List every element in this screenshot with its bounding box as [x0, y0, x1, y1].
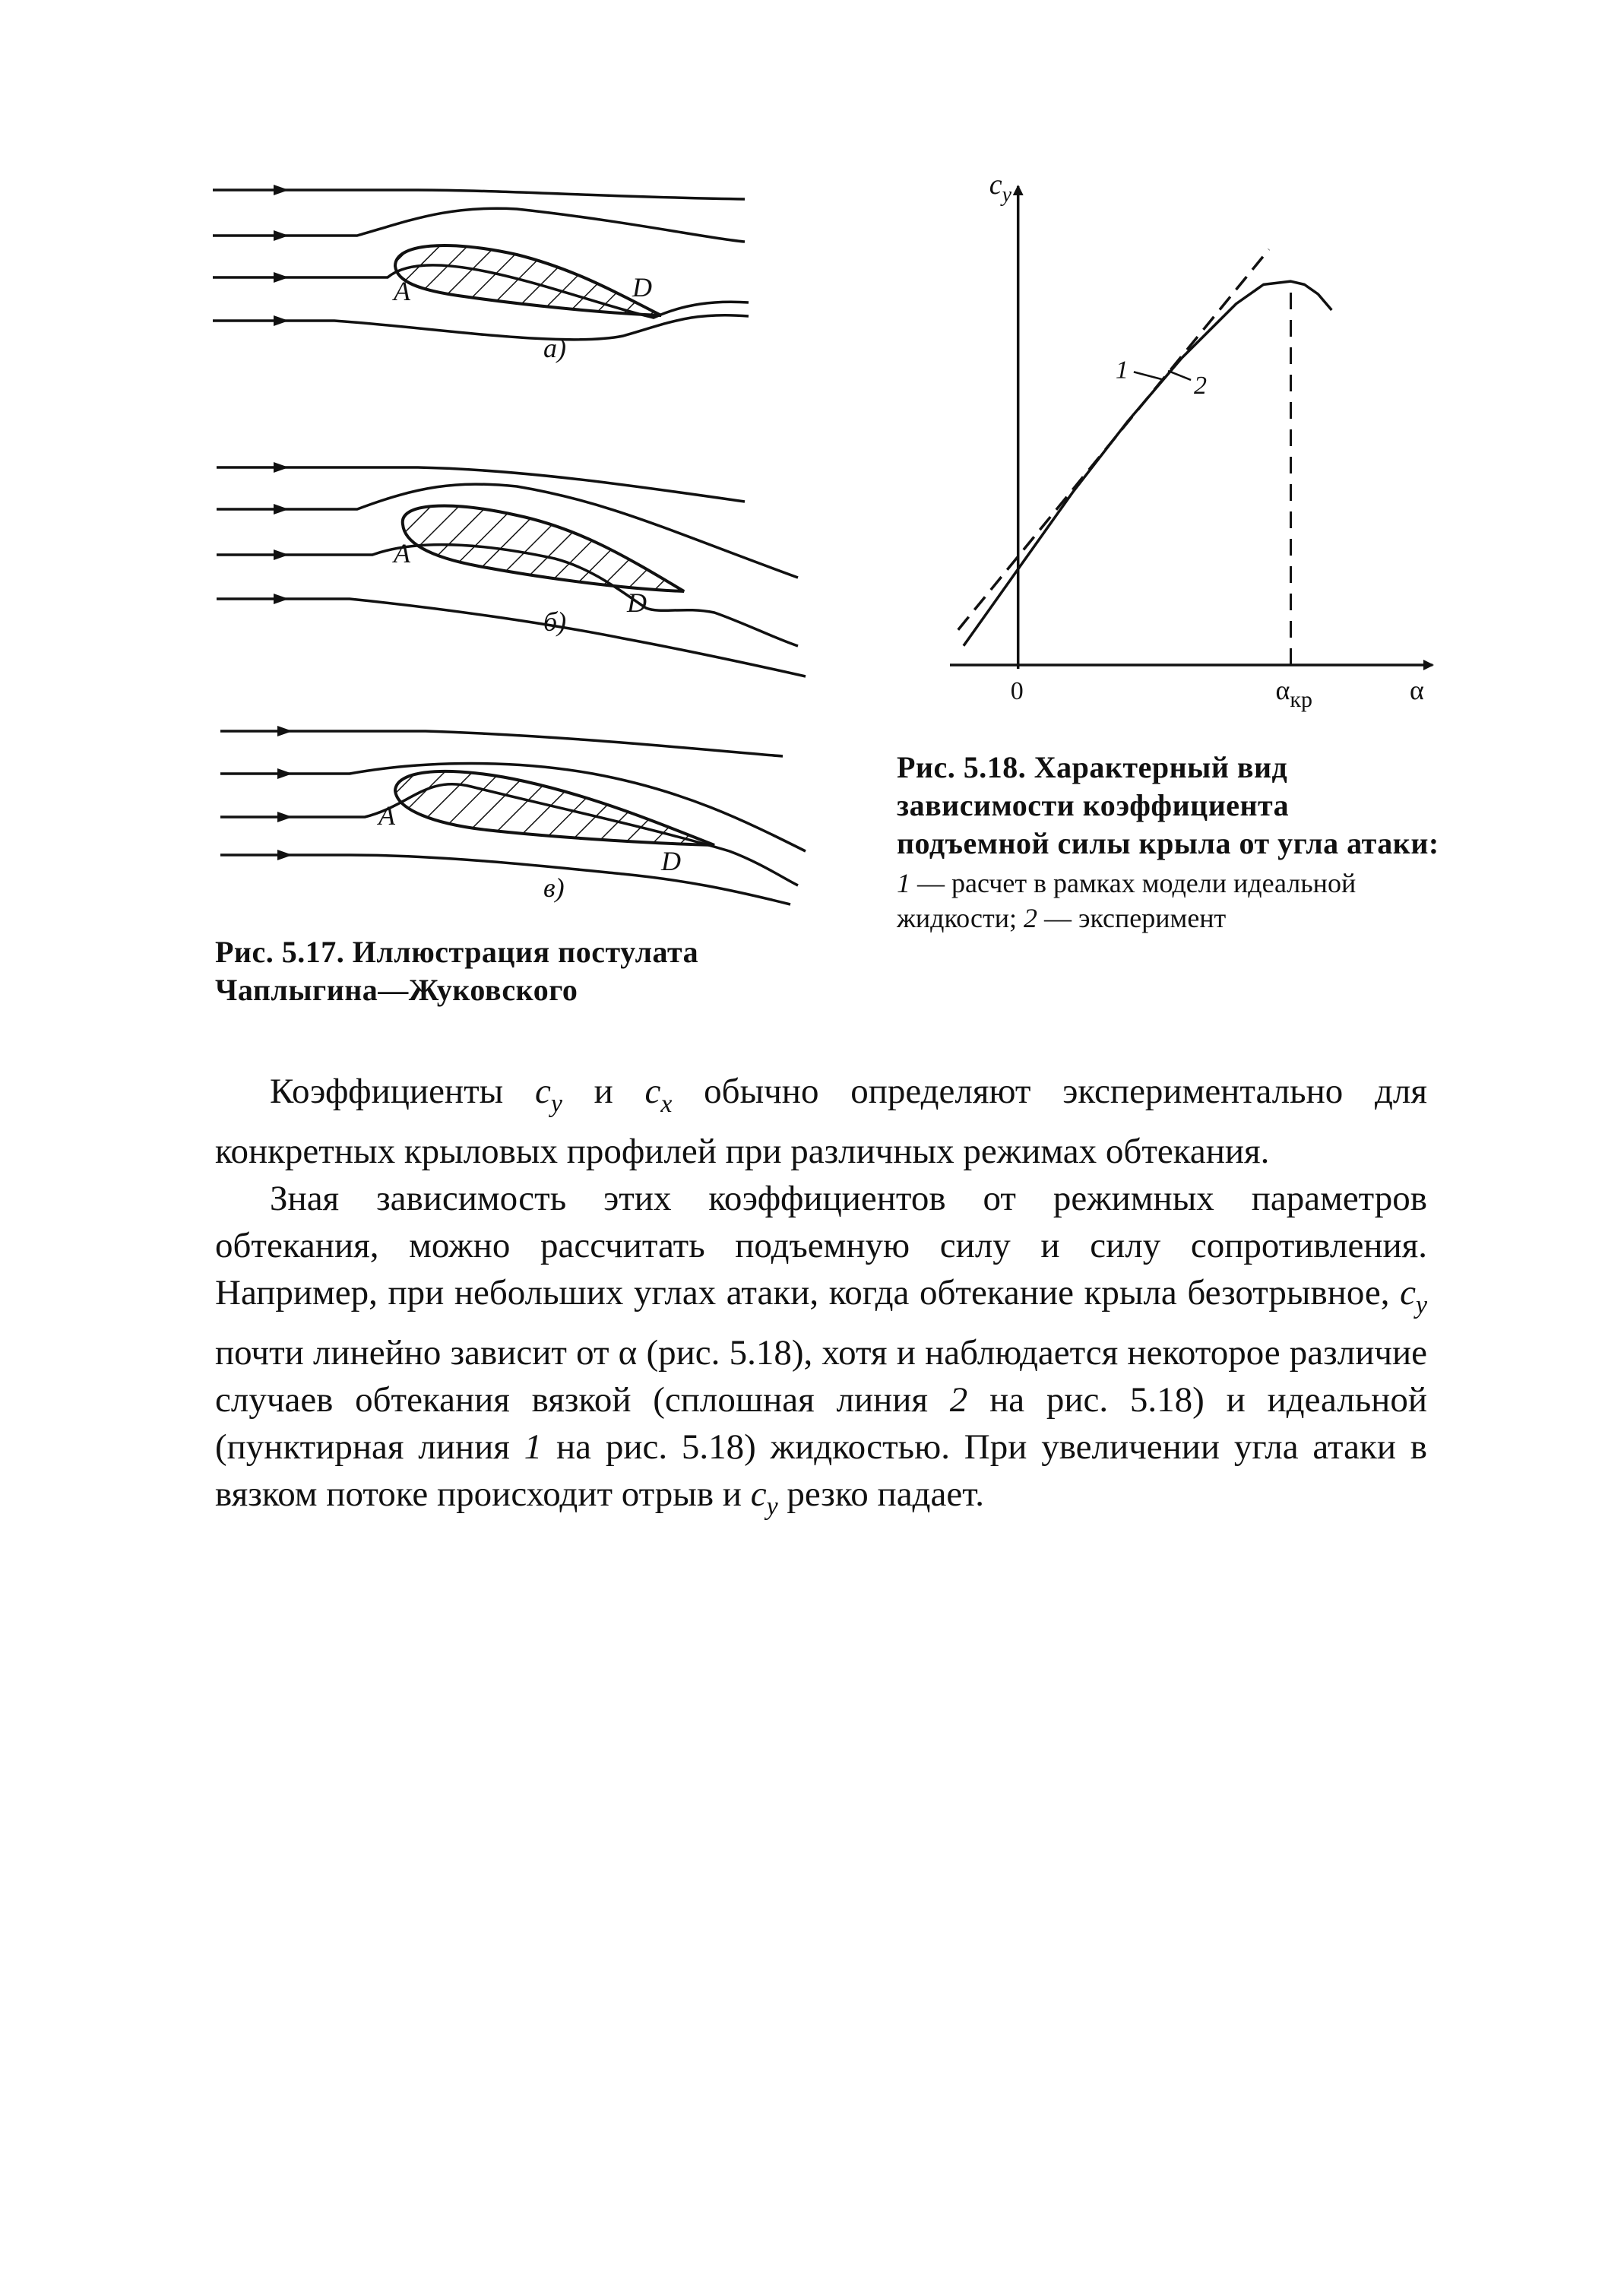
- symbol-cy: [1400, 1272, 1427, 1319]
- caption-text: Характерный вид зависимости коэффициента подъемной силы крыла от угла атаки:: [897, 750, 1439, 860]
- streamline: [213, 315, 749, 340]
- panel-label-c: в): [543, 872, 565, 903]
- paragraph-1: [215, 1068, 1427, 1175]
- point-a-label: A: [394, 538, 410, 568]
- streamline: [220, 731, 783, 756]
- text-run: на рис. 5.18) и идеальной (пунктирная линия: [215, 1379, 1427, 1467]
- legend-num-1: 1: [897, 868, 910, 898]
- caption-text: Иллюстрация постулата Чаплыгина—Жуковского: [215, 935, 699, 1007]
- chart-labels: [989, 171, 1424, 712]
- symbol-cx: [644, 1072, 673, 1118]
- line-number-1: 1: [524, 1427, 543, 1467]
- symbol-sub: y: [1415, 1290, 1427, 1319]
- caption-title: [897, 749, 1444, 863]
- caption-label: Рис. 5.18.: [897, 750, 1027, 784]
- x-tick-label-critical: [1276, 675, 1312, 712]
- point-d-label: D: [632, 272, 652, 302]
- text-run: Зная зависимость этих коэффициентов от режимных параметров обтекания, можно рассчитать подъемную силу и силу сопротивления. Например, при небольших углах атаки, когда обтекание крыла безотрывное,: [215, 1178, 1427, 1313]
- panel-c: [220, 726, 806, 904]
- symbol-main: c: [1400, 1272, 1416, 1313]
- chart-series: [958, 249, 1332, 646]
- caption-legend: [897, 866, 1444, 936]
- symbol-cy: [750, 1474, 778, 1521]
- panel-b: [217, 462, 806, 676]
- symbol-main: c: [750, 1474, 767, 1514]
- legend-text-1: — расчет в рамках модели идеальной жидкости;: [897, 868, 1356, 933]
- flow-arrows: [277, 726, 293, 860]
- airfoil: [395, 771, 714, 845]
- y-axis-label-sub: y: [1002, 183, 1012, 207]
- airfoil: [395, 245, 661, 315]
- figure-5-17: [198, 152, 851, 912]
- panel-label-b: б): [543, 606, 567, 637]
- figure-5-17-caption: [215, 933, 815, 1009]
- series-2-leader: [1168, 371, 1191, 380]
- point-d-label: D: [627, 587, 647, 618]
- figure-5-18-caption: [897, 749, 1444, 936]
- x-tick-label-0: 0: [1010, 677, 1024, 705]
- x-tick-label-critical-main: α: [1275, 675, 1290, 705]
- panel-a: [213, 185, 749, 363]
- line-number-2: 2: [949, 1379, 968, 1420]
- symbol-sub: y: [766, 1492, 778, 1521]
- symbol-main: c: [534, 1072, 551, 1111]
- x-tick-label-critical-sub: кр: [1290, 687, 1312, 712]
- streamline: [213, 190, 745, 199]
- point-a-label: A: [394, 276, 410, 306]
- text-run: на рис. 5.18) жидкостью. При увеличении угла атаки в вязком потоке происходит отрыв и: [215, 1427, 1428, 1514]
- symbol-sub: y: [550, 1089, 562, 1118]
- chart-axes: [950, 186, 1432, 669]
- streamline: [217, 599, 806, 676]
- series-1-leader: [1134, 372, 1163, 379]
- figure-5-18-chart: [950, 171, 1444, 726]
- y-axis-label-main: c: [989, 171, 1002, 201]
- symbol-cy: [534, 1072, 562, 1118]
- point-d-label: D: [661, 846, 681, 876]
- streamline: [220, 855, 790, 904]
- text-run: почти линейно зависит от α (рис. 5.18), хотя и наблюдается некоторое различие случаев обтекания вязкой (сплошная линия: [215, 1332, 1427, 1420]
- symbol-sub: x: [660, 1089, 673, 1118]
- symbol-main: c: [644, 1072, 661, 1111]
- flow-arrows: [274, 462, 289, 604]
- text-run: обычно определяют экспериментально для конкретных крыловых профилей при различных режимах обтекания.: [215, 1072, 1428, 1171]
- flow-arrows: [274, 185, 289, 326]
- x-axis-end-label: α: [1410, 675, 1424, 705]
- legend-text-2: — эксперимент: [1037, 903, 1227, 933]
- y-axis-label: [989, 171, 1012, 207]
- caption-label: Рис. 5.17.: [215, 935, 345, 969]
- streamline: [213, 208, 745, 242]
- text-run: резко падает.: [777, 1474, 984, 1514]
- series-label-1: 1: [1115, 356, 1129, 385]
- point-a-label: A: [378, 800, 395, 831]
- text-run: Коэффициенты: [270, 1072, 535, 1111]
- paragraph-2: [215, 1175, 1427, 1531]
- series-label-2: 2: [1194, 371, 1208, 400]
- legend-num-2: 2: [1024, 903, 1037, 933]
- body-text: [215, 1068, 1427, 1531]
- panel-label-a: а): [543, 333, 566, 363]
- text-run: и: [562, 1072, 645, 1111]
